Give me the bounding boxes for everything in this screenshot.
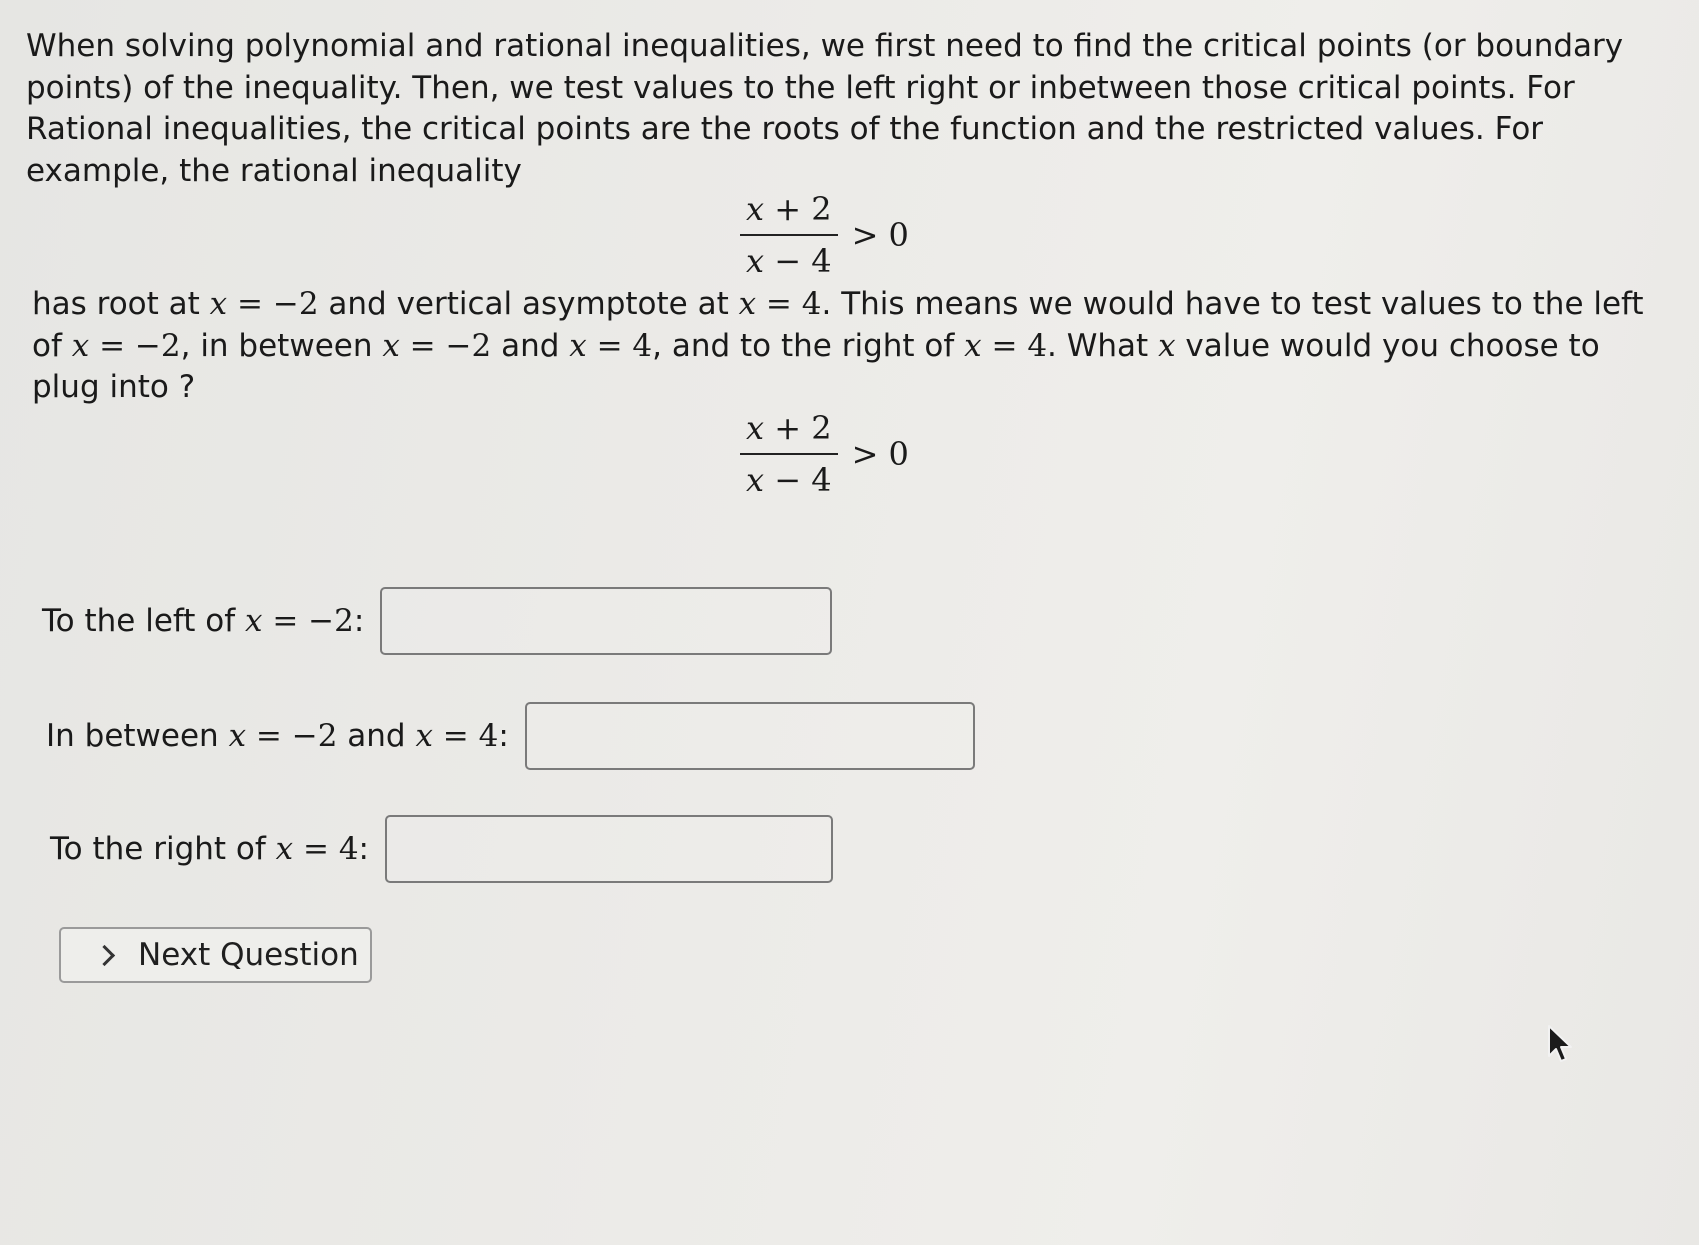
inequality-display-1 (740, 184, 909, 286)
left-of-question (42, 587, 832, 655)
question-content (26, 26, 1666, 192)
next-question-label: Next Question (138, 937, 359, 973)
fraction (740, 184, 838, 286)
fraction-numerator: x + 2 (740, 184, 838, 236)
intro-paragraph: When solving polynomial and rational inequalities, we first need to find the critical points (or boundary points) of the inequality. Then, we test values to the left right or inbetween those critical points. For Rational inequalities, the critical points are the roots of the function and the restricted values. For example, the rational inequality (26, 28, 1624, 189)
chevron-right-icon (94, 944, 115, 965)
between-question (46, 702, 975, 770)
fraction-numerator: x + 2 (740, 403, 838, 455)
inequality-relation: > 0 (851, 216, 909, 254)
right-of-label: To the right of x = 4: (50, 831, 369, 867)
mouse-pointer-icon (1546, 1024, 1576, 1068)
right-of-question (50, 815, 833, 883)
between-answer-input[interactable] (525, 702, 975, 770)
fraction (740, 403, 838, 505)
next-question-button[interactable] (59, 927, 372, 983)
right-of-answer-input[interactable] (385, 815, 833, 883)
inequality-relation: > 0 (851, 435, 909, 473)
left-of-label: To the left of x = −2: (42, 603, 365, 639)
fraction-denominator: x − 4 (746, 461, 832, 499)
inequality-display-2 (740, 403, 909, 505)
fraction-denominator: x − 4 (746, 242, 832, 280)
left-of-answer-input[interactable] (380, 587, 832, 655)
between-label: In between x = −2 and x = 4: (46, 718, 509, 754)
explanation-block (32, 284, 1672, 409)
explanation-paragraph: has root at x = −2 and vertical asymptote at x = 4. This means we would have to test values to the left of x = −2, in between x = −2 and x = 4, and to the right of x = 4. What x value would you choose to plug into ? (32, 286, 1644, 405)
